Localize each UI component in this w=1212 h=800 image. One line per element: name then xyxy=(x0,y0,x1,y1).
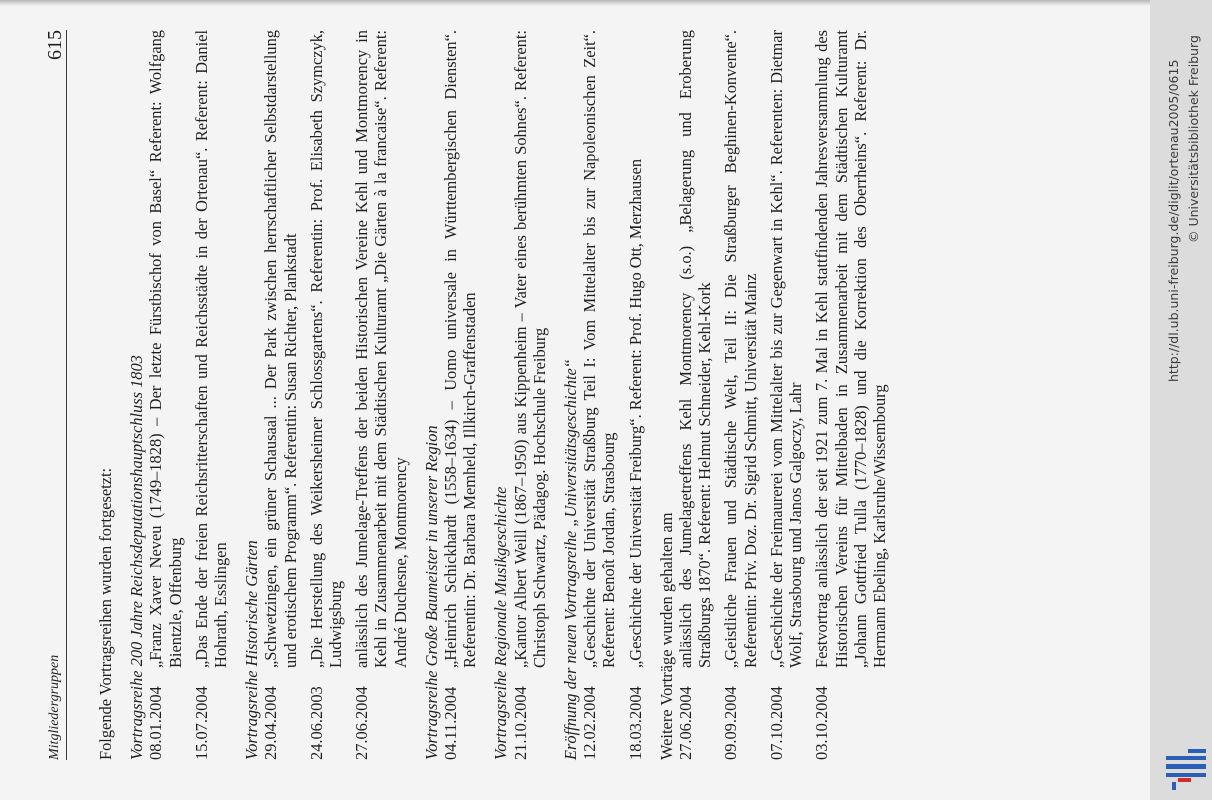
lecture-date: 03.10.2004 xyxy=(812,686,832,760)
series-title: Eröffnung der neuen Vortragsreihe „Universitätsgeschichte“ xyxy=(561,359,581,760)
lecture-date: 24.06.2003 xyxy=(306,686,326,760)
header-section-title: Mitgliedergruppen xyxy=(46,654,62,760)
lecture-text: anlässlich des Jumelagetreffens Kehl Montmorency (s.o.) „Belagerung und Eroberung Straßburgs 1870“. Referent: Helmut Schneider, Kehl-Kork xyxy=(676,30,715,668)
lecture-text: „Geschichte der Universität Freiburg“. Referent: Prof. Hugo Ott, Merzhausen xyxy=(625,158,645,668)
lecture-entry xyxy=(721,30,759,760)
lecture-date: 21.10.2004 xyxy=(510,686,530,760)
lecture-text: Festvortrag anlässlich der seit 1921 zum 7. Mal in Kehl stattfindenden Jahresversammlung des Historischen Vereins für Mittelbaden in Zusammenarbeit mit dem Städtischen Kulturamt „Johann Gottfried Tulla (1770–1828) und die Korrektion des Oberrheins“. Referent: Dr. Hermann Ebeling, Karlsruhe/Wissembourg xyxy=(812,30,889,668)
lecture-date: 08.01.2004 xyxy=(146,686,166,760)
series-title: Vortragsreihe 200 Jahre Reichsdeputationshauptschluss 1803 xyxy=(127,355,147,760)
lecture-date: 18.03.2004 xyxy=(625,686,645,760)
lecture-date: 15.07.2004 xyxy=(191,686,211,760)
lecture-series xyxy=(491,30,549,760)
lecture-text: „Geschichte der Universität Straßburg Teil I: Vom Mittelalter bis zur Napoleonischen Zeit“. Referent: Benoît Jordan, Strasbourg xyxy=(580,30,619,668)
other-lectures xyxy=(657,30,889,760)
lecture-entry xyxy=(511,30,549,760)
lecture-entry xyxy=(307,30,345,760)
other-lectures-title: Weitere Vorträge wurden gehalten am xyxy=(656,512,676,760)
lecture-text: „Heinrich Schickhardt (1558–1634) – Uomo universale in Württembergischen Diensten“. Referentin: Dr. Barbara Memheld, Illkirch-Graffenstaden xyxy=(441,30,480,668)
lecture-date: 09.09.2004 xyxy=(721,686,741,760)
lecture-entry xyxy=(812,30,889,760)
lecture-date: 04.11.2004 xyxy=(441,686,461,760)
lecture-entry xyxy=(676,30,714,760)
source-url[interactable]: http://dl.ub.uni-freiburg.de/diglit/ortenau2005/0615 xyxy=(1166,59,1181,382)
lecture-date: 27.06.2004 xyxy=(676,686,696,760)
lecture-text: „Kantor Albert Weill (1867–1950) aus Kippenheim – Vater eines berühmten Sohnes“. Referent: Christoph Schwartz, Pädagog. Hochschule Freiburg xyxy=(510,30,549,668)
lecture-series xyxy=(422,30,480,760)
lecture-entry xyxy=(261,30,299,760)
series-title: Vortragsreihe Regionale Musikgeschichte xyxy=(491,486,511,760)
university-library-logo-icon xyxy=(1164,742,1206,792)
lecture-entry xyxy=(626,30,645,760)
lecture-text: „Geschichte der Freimaurerei vom Mittelalter bis zur Gegenwart in Kehl“. Referenten: Dietmar Wolf, Strasbourg und Janos Galgoczy, Lahr xyxy=(766,30,806,668)
lecture-date: 07.10.2004 xyxy=(766,686,786,760)
lecture-text: „Geistliche Frauen und Städtische Welt, Teil II: Die Straßburger Beghinen-Konvente“. Referentin: Priv. Doz. Dr. Sigrid Schmitt, Universität Mainz xyxy=(721,30,760,668)
lecture-series xyxy=(242,30,410,760)
series-title: Vortragsreihe Große Baumeister in unserer Region xyxy=(421,425,441,760)
lecture-date: 12.02.2004 xyxy=(580,686,600,760)
library-sidebar xyxy=(1150,0,1212,800)
lecture-entry xyxy=(146,30,184,760)
lecture-text: anlässlich des Jumelage-Treffens der beiden Historischen Vereine Kehl und Montmorency in Kehl in Zusammenarbeit mit dem Städtischen Kulturamt „Die Gärten à la francaise“. Referent: André Duchesne, Montmorency xyxy=(352,30,410,668)
page-content xyxy=(40,30,1120,760)
series-title: Vortragsreihe Historische Gärten xyxy=(242,540,262,760)
lecture-date: 29.04.2004 xyxy=(261,686,281,760)
running-header xyxy=(40,30,67,760)
copyright-notice: © Universitätsbibliothek Freiburg xyxy=(1186,35,1201,243)
lecture-series xyxy=(127,30,230,760)
lecture-text: „Franz Xaver Neveu (1749–1828) – Der letzte Fürstbischof von Basel“ Referent: Wolfgang Bientzle, Offenburg xyxy=(146,30,185,668)
lecture-entry xyxy=(192,30,230,760)
lecture-date: 27.06.2004 xyxy=(352,686,372,760)
lecture-entry xyxy=(767,30,805,760)
page-body xyxy=(96,30,889,760)
lecture-entry xyxy=(352,30,410,760)
intro-text: Folgende Vortragsreihen wurden fortgesetzt: xyxy=(96,467,115,760)
lecture-text: „Die Herstellung des Weikersheimer Schlossgartens“. Referentin: Prof. Elisabeth Szymczyk, Ludwigsburg xyxy=(306,30,346,668)
lecture-entry xyxy=(580,30,618,760)
page-number: 615 xyxy=(43,30,66,60)
lecture-series xyxy=(561,30,645,760)
lecture-entry xyxy=(441,30,479,760)
lecture-text: „Das Ende der freien Reichsritterschaften und Reichsstädte in der Ortenau“. Referent: Daniel Hohrath, Esslingen xyxy=(191,30,231,668)
lecture-text: „Schwetzingen, ein grüner Schausaal ... Der Park zwischen herrschaftlicher Selbstdarstellung und erotischem Programm“. Referentin: Susan Richter, Plankstadt xyxy=(261,30,300,668)
